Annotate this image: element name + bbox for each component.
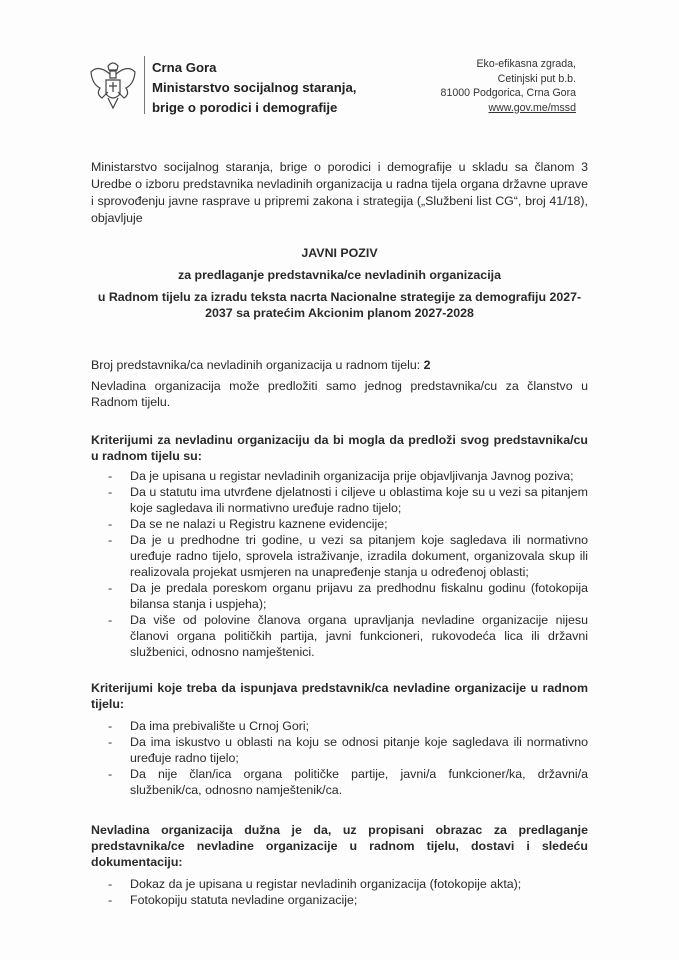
section-heading: Kriterijumi koje treba da ispunjava predstavnik/ca nevladine organizacije u radnom tijelu:	[91, 681, 588, 711]
section-heading: Nevladina organizacija dužna je da, uz propisani obrazac za predlaganje predstavnika/ce nevladine organizacije u radnom tijelu, dostavi i sledeću dokumentaciju:	[91, 823, 588, 869]
document-body	[91, 159, 588, 908]
criteria-list	[91, 468, 588, 660]
document-subtitle-2: u Radnom tijelu za izradu teksta nacrta Nacionalne strategije za demografiju 2027-2037 sa pratećim Akcionim planom 2027-2028	[97, 290, 582, 320]
list-item: - Da je u predhodne tri godine, u vezi sa pitanjem koje sagledava ili normativno uređuje radno tijelo, sprovela istraživanje, izradila dokument, organizovala skup ili realizovala projekat usmjeren na unapređenje stanja u određenoj oblasti;	[91, 532, 588, 580]
section-heading: Kriterijumi za nevladinu organizaciju da bi mogla da predloži svog predstavnika/cu u radnom tijelu su:	[91, 433, 588, 463]
list-item: - Da je upisana u registar nevladinih organizacija prije objavljivanja Javnog poziva;	[91, 468, 588, 484]
intro-paragraph: Ministarstvo socijalnog staranja, brige o porodici i demografije u skladu sa članom 3 Uredbe o izboru predstavnika nevladinih organizacija u radna tijela organa državne uprave i sprovođenju javne rasprave u pripremi zakona i strategija („Službeni list CG“, broj 41/18), objavljuje	[91, 160, 588, 225]
count-value: 2	[423, 358, 431, 372]
section-representative-criteria	[91, 680, 588, 798]
list-item: - Da u statutu ima utvrđene djelatnosti i ciljeve u oblastima koje su u vezi sa pitanjem koje sagledava ili normativno uređuje radno tijelo;	[91, 484, 588, 516]
section-documentation	[91, 822, 588, 908]
list-item: - Da se ne nalazi u Registru kaznene evidencije;	[91, 516, 588, 532]
ministry-line-2: brige o porodici i demografije	[152, 100, 338, 115]
document-subtitle: za predlaganje predstavnika/ce nevladinih organizacija	[178, 268, 501, 282]
address-line: 81000 Podgorica, Crna Gora	[440, 87, 576, 99]
address-line: Eko-efikasna zgrada,	[476, 58, 576, 70]
membership-note: Nevladina organizacija može predložiti samo jednog predstavnika/cu za članstvo u Radnom tijelu.	[91, 379, 588, 409]
document-title: JAVNI POZIV	[301, 246, 378, 260]
ministry-address	[441, 57, 576, 115]
header-divider	[144, 56, 145, 114]
ministry-line-1: Ministarstvo socijalnog staranja,	[152, 80, 357, 95]
list-item: - Da je predala poreskom organu prijavu za predhodnu fiskalnu godinu (fotokopija bilansa stanja i uspjeha);	[91, 580, 588, 612]
section-ngo-criteria	[91, 432, 588, 660]
address-line: Cetinjski put b.b.	[497, 72, 576, 85]
country-name: Crna Gora	[152, 60, 217, 75]
ministry-name	[152, 58, 356, 118]
list-item: - Da nije član/ica organa političke partije, javni/a funkcioner/ka, državni/a službenik/ca, odnosno namještenik/ca.	[91, 766, 588, 798]
coat-of-arms-logo	[88, 58, 138, 110]
list-item: - Da ima prebivalište u Crnoj Gori;	[91, 718, 588, 734]
representative-count	[91, 357, 588, 374]
list-item: - Fotokopiju statuta nevladine organizacije;	[91, 892, 588, 908]
list-item: - Da više od polovine članova organa upravljanja nevladine organizacije nijesu članovi organa političkih partija, javni funkcioneri, rukovodeća lica ili državni službenici, odnosno namještenici.	[91, 612, 588, 660]
website-link[interactable]: www.gov.me/mssd	[488, 101, 576, 114]
list-item: - Dokaz da je upisana u registar nevladinih organizacija (fotokopije akta);	[91, 876, 588, 892]
criteria-list	[91, 718, 588, 798]
documentation-list	[91, 876, 588, 908]
list-item: - Da ima iskustvo u oblasti na koju se odnosi pitanje koje sagledava ili normativno uređuje radno tijelo;	[91, 734, 588, 766]
count-label: Broj predstavnika/ca nevladinih organizacija u radnom tijelu:	[91, 358, 424, 372]
